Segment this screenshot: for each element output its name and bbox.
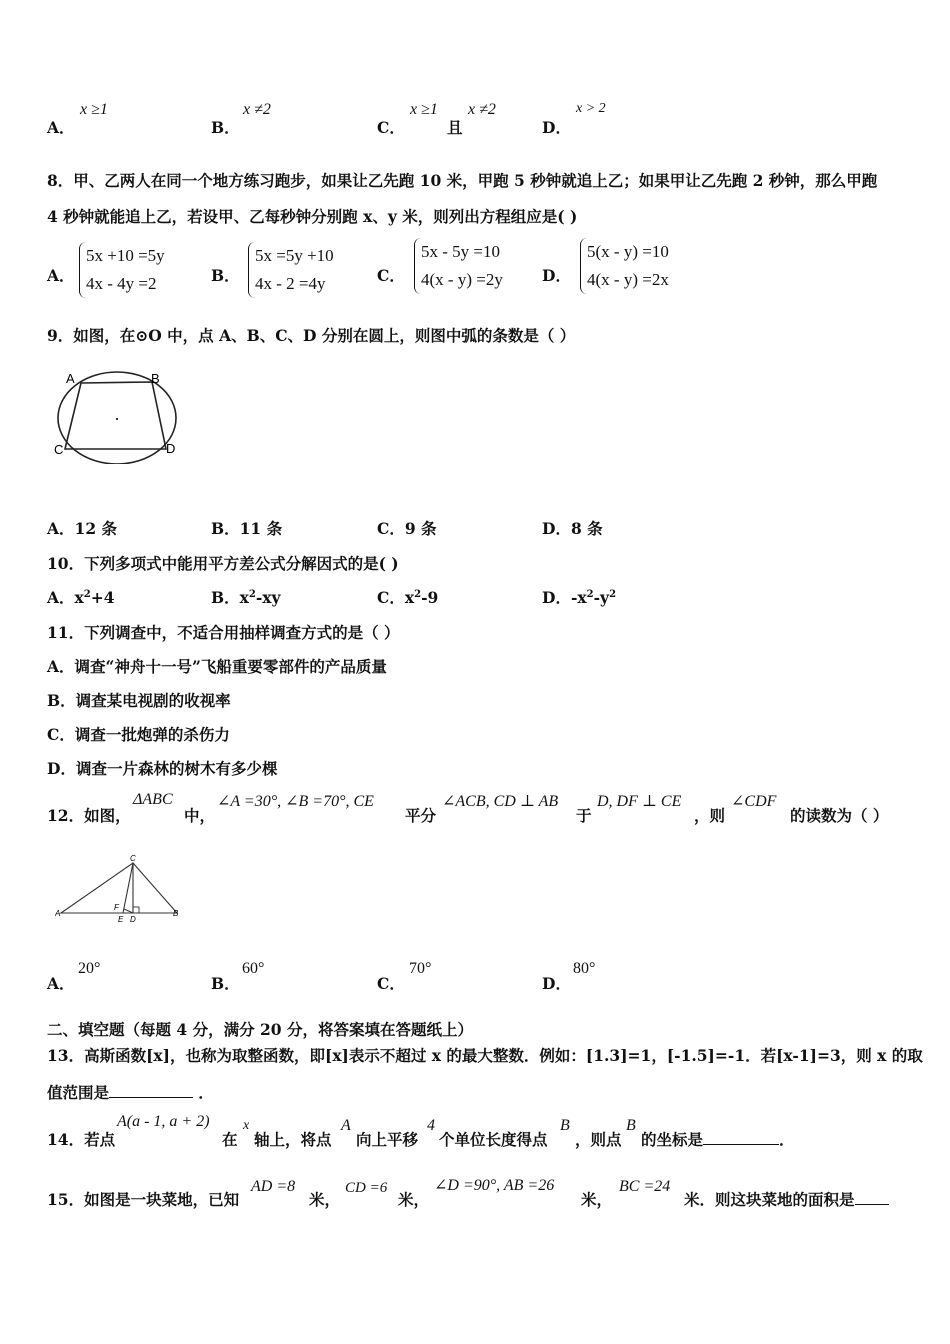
q11-option-b: B．调查某电视剧的收视率 bbox=[47, 691, 231, 710]
q8-option-b-label: B． bbox=[211, 266, 240, 285]
q14-p2: 在 bbox=[222, 1130, 238, 1149]
equation: 5(x - y) =10 bbox=[587, 242, 669, 261]
section2-heading: 二、填空题（每题 4 分，满分 20 分，将答案填在答题纸上） bbox=[47, 1020, 473, 1039]
q8-stem-line1: 8．甲、乙两人在同一个地方练习跑步，如果让乙先跑 10 米，甲跑 5 秒钟就追上乙；如果甲让乙先跑 2 秒钟，那么甲跑 bbox=[47, 171, 878, 190]
q15-p3: 米， bbox=[398, 1190, 430, 1209]
label-f: F bbox=[114, 903, 119, 912]
equation: 4(x - y) =2x bbox=[587, 270, 669, 289]
q8-option-b-system bbox=[248, 242, 334, 298]
q14-p7-wrap: 的坐标是 ． bbox=[641, 1130, 795, 1149]
q7-option-d-expr: x > 2 bbox=[576, 101, 606, 116]
q7-option-d-label: D． bbox=[542, 118, 571, 137]
equation: 4x - 2 =4y bbox=[255, 274, 326, 293]
q14-m5: B bbox=[560, 1117, 570, 1134]
q14-m6: B bbox=[626, 1117, 636, 1134]
label-a: A bbox=[55, 909, 61, 918]
q13-line2: 值范围是 ． bbox=[47, 1083, 214, 1102]
equation: 5x - 5y =10 bbox=[421, 242, 500, 261]
q14-p6: ，则点 bbox=[575, 1130, 622, 1149]
right-angle-mark bbox=[133, 907, 139, 913]
q12-m3: ∠ACB, CD ⊥ AB bbox=[442, 793, 559, 810]
q14-m3: A bbox=[341, 1117, 351, 1134]
equation: 4(x - y) =2y bbox=[421, 270, 503, 289]
q14-m1: A(a - 1, a + 2) bbox=[117, 1113, 210, 1130]
answer-blank[interactable] bbox=[855, 1204, 889, 1205]
label-d: D bbox=[130, 915, 136, 924]
quadrilateral-abdc bbox=[65, 382, 166, 449]
equation: 5x =5y +10 bbox=[255, 246, 334, 265]
label-e: E bbox=[118, 915, 124, 924]
q12-option-c-label: C． bbox=[377, 974, 405, 993]
q7-option-b-label: B． bbox=[211, 118, 240, 137]
q12-p1: 12．如图， bbox=[47, 806, 131, 825]
label-b: B bbox=[151, 371, 160, 386]
label-b: B bbox=[173, 909, 179, 918]
q9-stem: 9．如图，在⊙O 中，点 A、B、C、D 分别在圆上，则图中弧的条数是（ ） bbox=[47, 326, 576, 345]
q7-option-c-label: C． bbox=[377, 118, 405, 137]
q11-option-a: A．调查“神舟十一号”飞船重要零部件的产品质量 bbox=[47, 657, 387, 676]
q12-option-c-value: 70° bbox=[409, 960, 432, 977]
q15-m2: CD =6 bbox=[345, 1180, 388, 1196]
triangle-abc bbox=[61, 863, 177, 913]
q15-p4: 米， bbox=[581, 1190, 613, 1209]
q15-m4: BC =24 bbox=[619, 1178, 671, 1195]
q15-p2: 米， bbox=[309, 1190, 341, 1209]
q12-p6: 的读数为（ ） bbox=[790, 806, 889, 825]
q8-option-d-system bbox=[580, 238, 669, 294]
q12-option-b-label: B． bbox=[211, 974, 240, 993]
q9-option-c: C．9 条 bbox=[377, 519, 437, 538]
q8-stem-line2: 4 秒钟就能追上乙，若设甲、乙每秒钟分别跑 x、y 米，则列出方程组应是( ) bbox=[47, 207, 578, 226]
label-c: C bbox=[130, 854, 136, 863]
q14-p5: 个单位长度得点 bbox=[439, 1130, 548, 1149]
q10-option-d: D．$-x^2-y^2$ bbox=[542, 588, 617, 607]
q15-p1: 15．如图是一块菜地，已知 bbox=[47, 1190, 240, 1209]
q12-triangle-figure bbox=[55, 852, 185, 924]
answer-blank[interactable] bbox=[703, 1144, 779, 1145]
equation: 4x - 4y =2 bbox=[86, 274, 157, 293]
q12-p4: 于 bbox=[576, 806, 592, 825]
q11-stem: 11．下列调查中，不适合用抽样调查方式的是（ ） bbox=[47, 623, 400, 642]
q9-option-b: B．11 条 bbox=[211, 519, 283, 538]
q10-option-a: A．$x^2+4$ bbox=[47, 588, 115, 607]
q12-option-b-value: 60° bbox=[242, 960, 265, 977]
q8-option-c-label: C． bbox=[377, 266, 405, 285]
q7-option-c-expr2: x ≠2 bbox=[468, 101, 496, 118]
q7-option-c-mid: 且 bbox=[447, 118, 463, 137]
q7-option-b-expr: x ≠2 bbox=[243, 101, 271, 118]
q8-option-a-label: A． bbox=[47, 266, 75, 285]
segment-df bbox=[124, 909, 133, 913]
q12-p3: 平分 bbox=[405, 806, 437, 825]
q14-p3: 轴上，将点 bbox=[254, 1130, 332, 1149]
q12-m5: ∠CDF bbox=[731, 793, 777, 810]
q14-m4: 4 bbox=[427, 1117, 435, 1134]
answer-blank[interactable] bbox=[109, 1097, 193, 1098]
q12-option-a-label: A． bbox=[47, 974, 75, 993]
center-dot bbox=[116, 418, 118, 420]
q10-stem: 10．下列多项式中能用平方差公式分解因式的是( ) bbox=[47, 554, 399, 573]
q15-m1: AD =8 bbox=[251, 1178, 296, 1195]
q9-option-d: D．8 条 bbox=[542, 519, 603, 538]
q15-m3: ∠D =90°, AB =26 bbox=[434, 1177, 555, 1194]
label-a: A bbox=[66, 371, 75, 386]
q12-m4: D, DF ⊥ CE bbox=[597, 793, 682, 810]
q11-option-d: D．调查一片森林的树木有多少棵 bbox=[47, 759, 278, 778]
q12-m2: ∠A =30°, ∠B =70°, CE bbox=[217, 793, 374, 810]
q12-m1: ΔABC bbox=[133, 791, 173, 808]
label-d: D bbox=[166, 441, 176, 456]
q12-option-d-label: D． bbox=[542, 974, 571, 993]
q12-option-a-value: 20° bbox=[78, 960, 101, 977]
q8-option-a-system bbox=[79, 242, 165, 298]
q9-circle-figure bbox=[50, 366, 185, 464]
q9-option-a: A．12 条 bbox=[47, 519, 117, 538]
q7-option-a-expr: x ≥1 bbox=[80, 101, 108, 118]
q11-option-c: C．调查一批炮弹的杀伤力 bbox=[47, 725, 230, 744]
q8-option-c-system bbox=[414, 238, 503, 294]
q14-m2: x bbox=[243, 1118, 250, 1133]
q7-option-a-label: A． bbox=[47, 118, 75, 137]
q14-p1: 14．若点 bbox=[47, 1130, 116, 1149]
equation: 5x +10 =5y bbox=[86, 246, 165, 265]
q15-p5-wrap: 米．则这块菜地的面积是 bbox=[684, 1188, 889, 1210]
label-c: C bbox=[54, 442, 64, 457]
q10-option-b: B．$x^2-xy$ bbox=[211, 588, 281, 607]
q13-line1: 13．高斯函数[x]，也称为取整函数，即[x]表示不超过 x 的最大整数．例如：[1.3]=1，[-1.5]=-1．若[x-1]=3，则 x 的取 bbox=[47, 1046, 923, 1065]
q14-p4: 向上平移 bbox=[356, 1130, 419, 1149]
q10-option-c: C．$x^2-9$ bbox=[377, 588, 439, 607]
q8-option-d-label: D． bbox=[542, 266, 571, 285]
q12-option-d-value: 80° bbox=[573, 960, 596, 977]
q7-option-c-expr: x ≥1 bbox=[410, 101, 438, 118]
q12-p2: 中， bbox=[184, 806, 216, 825]
q12-p5: ，则 bbox=[694, 806, 726, 825]
segment-ce bbox=[123, 863, 133, 913]
